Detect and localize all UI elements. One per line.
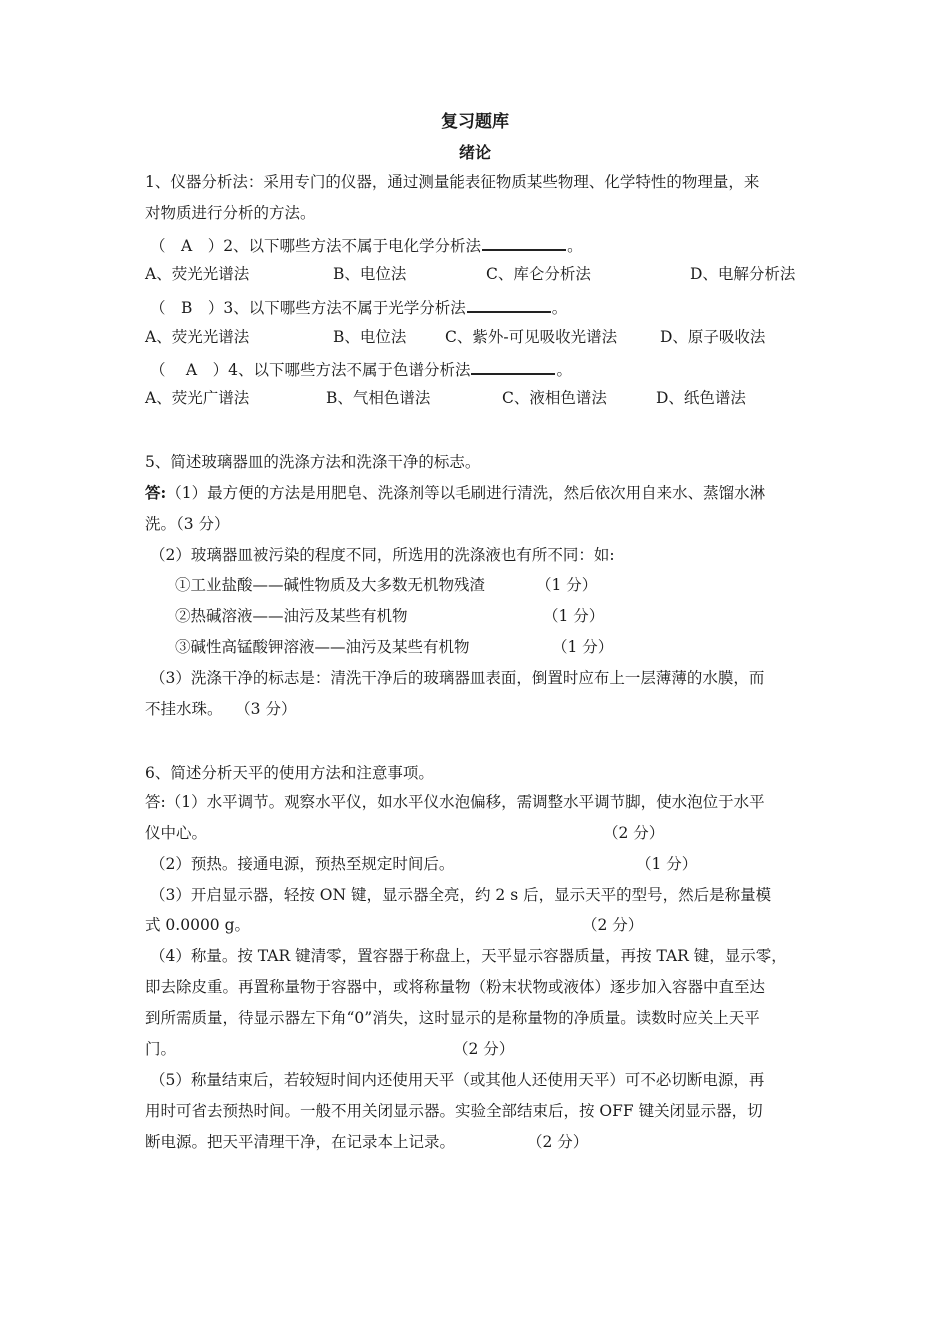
q6-answer-2: （2）预热。接通电源，预热至规定时间后。 bbox=[150, 855, 455, 873]
q6-answer-1-score: （2 分） bbox=[603, 824, 665, 842]
q4-blank bbox=[471, 358, 555, 375]
q2-stem bbox=[150, 234, 583, 256]
q5-answer-label: 答: bbox=[145, 483, 167, 502]
q5-answer-1-text: （1）最方便的方法是用肥皂、洗涤剂等以毛刷进行清洗，然后依次用自来水、蒸馏水淋 bbox=[166, 484, 766, 502]
q2-option-a: A、荧光光谱法 bbox=[145, 265, 250, 283]
q5-answer-1 bbox=[145, 483, 765, 503]
q5-item-3: ③碱性高锰酸钾溶液——油污及某些有机物 bbox=[175, 638, 470, 656]
q3-blank bbox=[467, 296, 551, 313]
q5-item-3-score: （1 分） bbox=[552, 638, 614, 656]
q5-item-2-score: （1 分） bbox=[543, 607, 605, 625]
q4-option-a: A、荧光广谱法 bbox=[145, 389, 250, 407]
q6-answer-3-cont: 式 0.0000 g。 bbox=[145, 916, 251, 934]
q6-answer-1-cont: 仪中心。 bbox=[145, 824, 208, 842]
q4-option-b: B、气相色谱法 bbox=[326, 389, 431, 407]
q5-answer-1-cont: 洗。（3 分） bbox=[145, 515, 230, 533]
q3-option-c: C、紫外-可见吸收光谱法 bbox=[445, 328, 618, 346]
q5-item-1: ①工业盐酸——碱性物质及大多数无机物残渣 bbox=[175, 576, 486, 594]
q6-question: 6、简述分析天平的使用方法和注意事项。 bbox=[145, 764, 434, 782]
q5-item-2: ②热碱溶液——油污及某些有机物 bbox=[175, 607, 408, 625]
q2-option-c: C、库仑分析法 bbox=[486, 265, 591, 283]
q5-answer-2-intro: （2）玻璃器皿被污染的程度不同，所选用的洗涤液也有所不同：如: bbox=[150, 546, 615, 564]
q2-option-d: D、电解分析法 bbox=[690, 265, 796, 283]
q6-answer-4-cont-3: 门。 bbox=[145, 1040, 177, 1058]
q3-option-d: D、原子吸收法 bbox=[660, 328, 766, 346]
q4-stem-text: （ A ）4、以下哪些方法不属于色谱分析法 bbox=[150, 361, 471, 379]
q4-option-d: D、纸色谱法 bbox=[656, 389, 746, 407]
q2-stem-text: （ A ）2、以下哪些方法不属于电化学分析法 bbox=[150, 237, 482, 255]
q3-stem-text: （ B ）3、以下哪些方法不属于光学分析法 bbox=[150, 299, 466, 317]
q4-stem bbox=[150, 358, 572, 380]
q5-item-1-score: （1 分） bbox=[536, 576, 598, 594]
q2-blank bbox=[482, 234, 566, 251]
q3-stem bbox=[150, 296, 567, 318]
q4-option-c: C、液相色谱法 bbox=[502, 389, 607, 407]
q6-answer-4-cont-1: 即去除皮重。再置称量物于容器中，或将称量物（粉末状物或液体）逐步加入容器中直至达 bbox=[145, 978, 766, 996]
q6-answer-1: 答:（1）水平调节。观察水平仪，如水平仪水泡偏移，需调整水平调节脚，使水泡位于水平 bbox=[145, 793, 765, 811]
q6-answer-3: （3）开启显示器，轻按 ON 键，显示器全亮，约 2 s 后，显示天平的型号，然后是称量模 bbox=[150, 886, 772, 904]
q6-answer-4: （4）称量。按 TAR 键清零，置容器于称盘上，天平显示容器质量，再按 TAR 键，显示零， bbox=[150, 947, 787, 965]
q3-option-b: B、电位法 bbox=[333, 328, 407, 346]
page-title: 复习题库 bbox=[441, 112, 509, 132]
q5-answer-3: （3）洗涤干净的标志是：清洗干净后的玻璃器皿表面，倒置时应布上一层薄薄的水膜，而 bbox=[150, 669, 765, 687]
q1-line-1: 1、仪器分析法：采用专门的仪器，通过测量能表征物质某些物理、化学特性的物理量，来 bbox=[145, 173, 760, 191]
q6-answer-4-score: （2 分） bbox=[453, 1040, 515, 1058]
q4-stem-end: 。 bbox=[556, 361, 572, 379]
q6-answer-5-cont-1: 用时可省去预热时间。一般不用关闭显示器。实验全部结束后，按 OFF 键关闭显示器，切 bbox=[145, 1102, 763, 1120]
q6-answer-5-score: （2 分） bbox=[527, 1133, 589, 1151]
q6-answer-2-score: （1 分） bbox=[636, 855, 698, 873]
q1-line-2: 对物质进行分析的方法。 bbox=[145, 204, 316, 222]
q6-answer-5-cont-2: 断电源。把天平清理干净，在记录本上记录。 bbox=[145, 1133, 456, 1151]
q6-answer-5: （5）称量结束后，若较短时间内还使用天平（或其他人还使用天平）可不必切断电源，再 bbox=[150, 1071, 765, 1089]
section-title: 绪论 bbox=[458, 143, 491, 162]
q5-answer-3-cont: 不挂水珠。 （3 分） bbox=[145, 700, 297, 718]
q2-stem-end: 。 bbox=[567, 237, 583, 255]
q2-option-b: B、电位法 bbox=[333, 265, 407, 283]
q3-stem-end: 。 bbox=[551, 299, 568, 317]
q3-option-a: A、荧光光谱法 bbox=[145, 328, 250, 346]
q6-answer-3-score: （2 分） bbox=[582, 916, 644, 934]
q6-answer-4-cont-2: 到所需质量，待显示器左下角“0”消失，这时显示的是称量物的净质量。读数时应关上天平 bbox=[145, 1009, 760, 1027]
q5-question: 5、简述玻璃器皿的洗涤方法和洗涤干净的标志。 bbox=[145, 453, 481, 471]
